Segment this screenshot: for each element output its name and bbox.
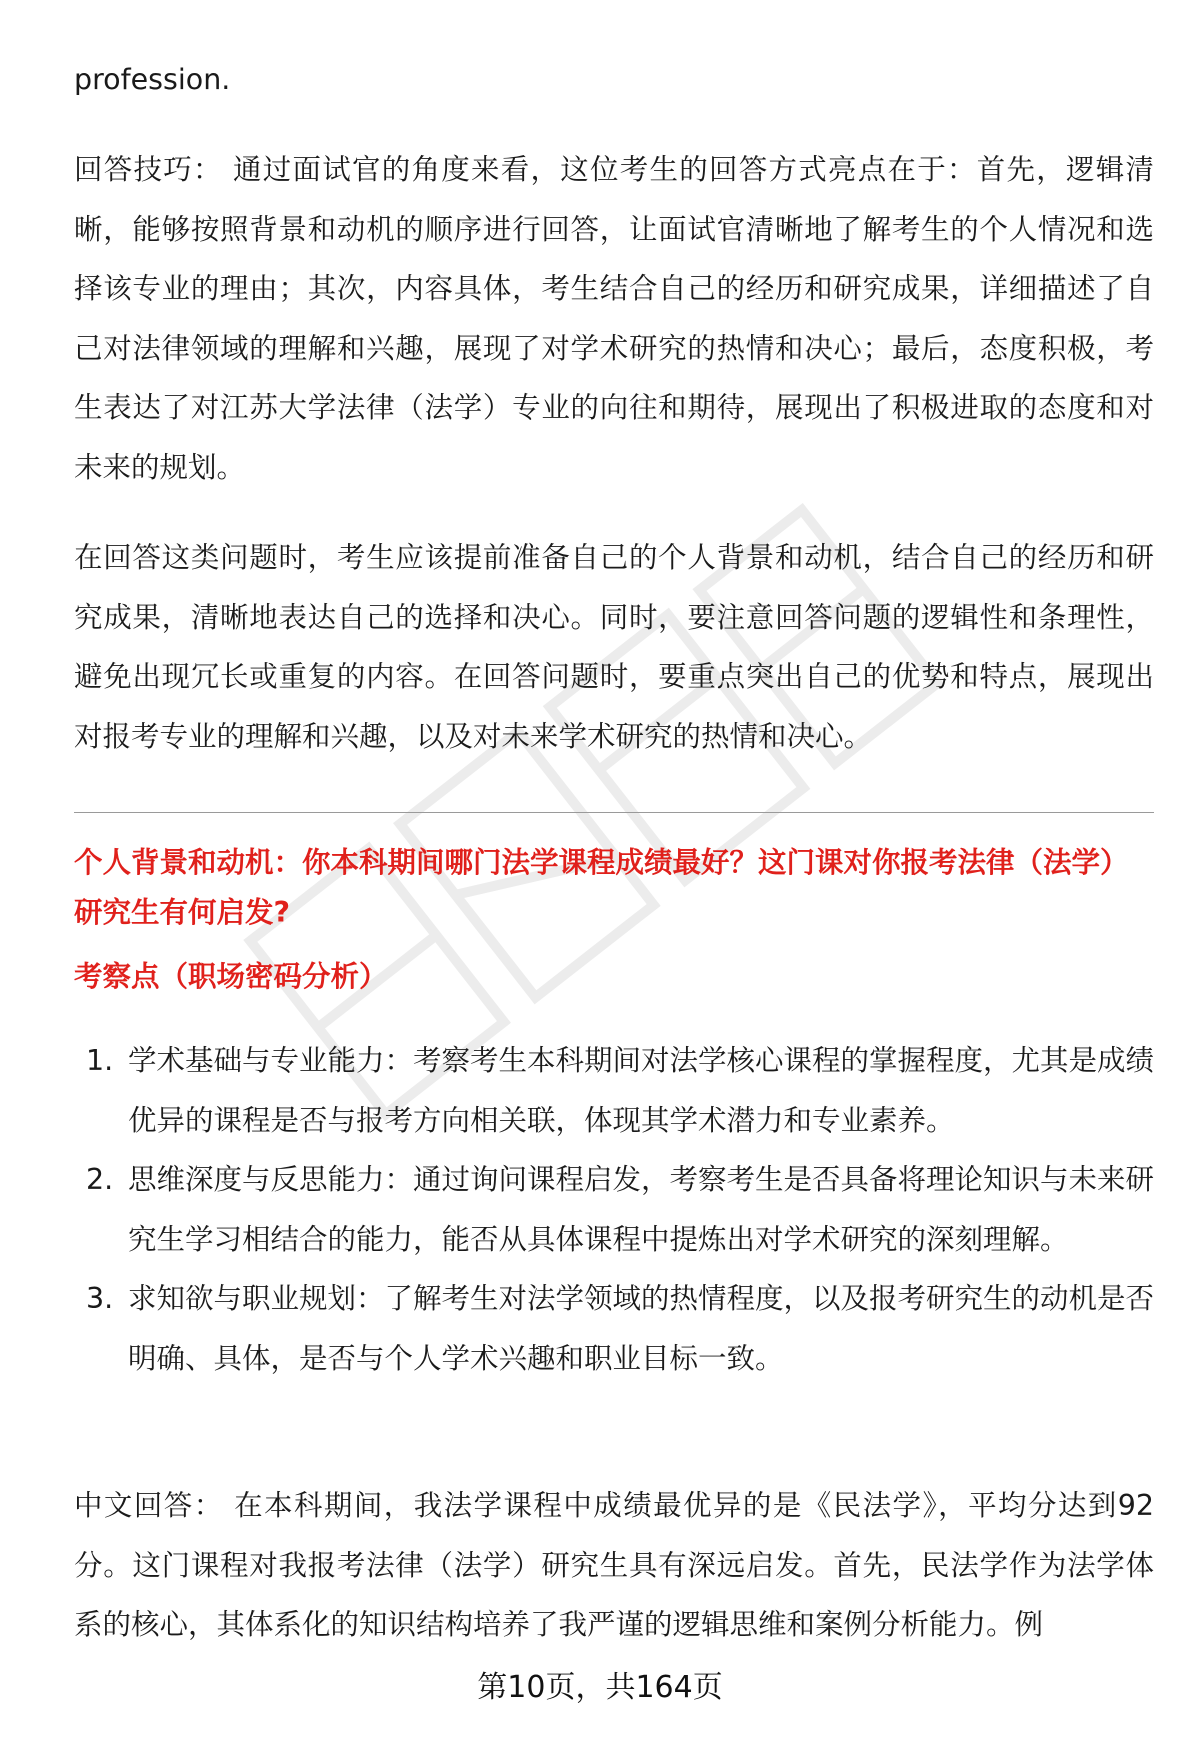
assessment-points-list: [74, 1031, 1154, 1388]
list-item: [74, 1150, 1154, 1269]
list-item-text: 求知欲与职业规划：了解考生对法学领域的热情程度，以及报考研究生的动机是否明确、具体，是否与个人学术兴趣和职业目标一致。: [128, 1282, 1155, 1375]
list-item-number: 1.: [86, 1044, 114, 1077]
section-divider: [74, 812, 1154, 813]
list-item-text: 思维深度与反思能力：通过询问课程启发，考察考生是否具备将理论知识与未来研究生学习相结合的能力，能否从具体课程中提炼出对学术研究的深刻理解。: [128, 1163, 1155, 1256]
paragraph-answer-tips: 回答技巧： 通过面试官的角度来看，这位考生的回答方式亮点在于：首先，逻辑清晰，能够按照背景和动机的顺序进行回答，让面试官清晰地了解考生的个人情况和选择该专业的理由；其次，内容具体，考生结合自己的经历和研究成果，详细描述了自己对法律领域的理解和兴趣，展现了对学术研究的热情和决心；最后，态度积极，考生表达了对江苏大学法律（法学）专业的向往和期待，展现出了积极进取的态度和对未来的规划。: [74, 153, 1154, 484]
question-title: 个人背景和动机：你本科期间哪门法学课程成绩最好？这门课对你报考法律（法学）研究生有何启发?: [74, 846, 1129, 929]
paragraph-intro-end: profession.: [74, 63, 231, 96]
paragraph-chinese-answer: 中文回答： 在本科期间，我法学课程中成绩最优异的是《民法学》，平均分达到92分。这门课程对我报考法律（法学）研究生具有深远启发。首先，民法学作为法学体系的核心，其体系化的知识结构培养了我严谨的逻辑思维和案例分析能力。例: [74, 1489, 1154, 1641]
list-item-number: 3.: [86, 1282, 114, 1315]
paragraph-advice: 在回答这类问题时，考生应该提前准备自己的个人背景和动机，结合自己的经历和研究成果，清晰地表达自己的选择和决心。同时，要注意回答问题的逻辑性和条理性，避免出现冗长或重复的内容。在回答问题时，要重点突出自己的优势和特点，展现出对报考专业的理解和兴趣，以及对未来学术研究的热情和决心。: [74, 541, 1154, 753]
page-number: 第10页，共164页: [477, 1670, 723, 1705]
list-item: [74, 1269, 1154, 1388]
assessment-subheading: 考察点（职场密码分析）: [74, 960, 388, 993]
list-item-number: 2.: [86, 1163, 114, 1196]
list-item-text: 学术基础与专业能力：考察考生本科期间对法学核心课程的掌握程度，尤其是成绩优异的课程是否与报考方向相关联，体现其学术潜力和专业素养。: [128, 1044, 1155, 1137]
list-item: [74, 1031, 1154, 1150]
